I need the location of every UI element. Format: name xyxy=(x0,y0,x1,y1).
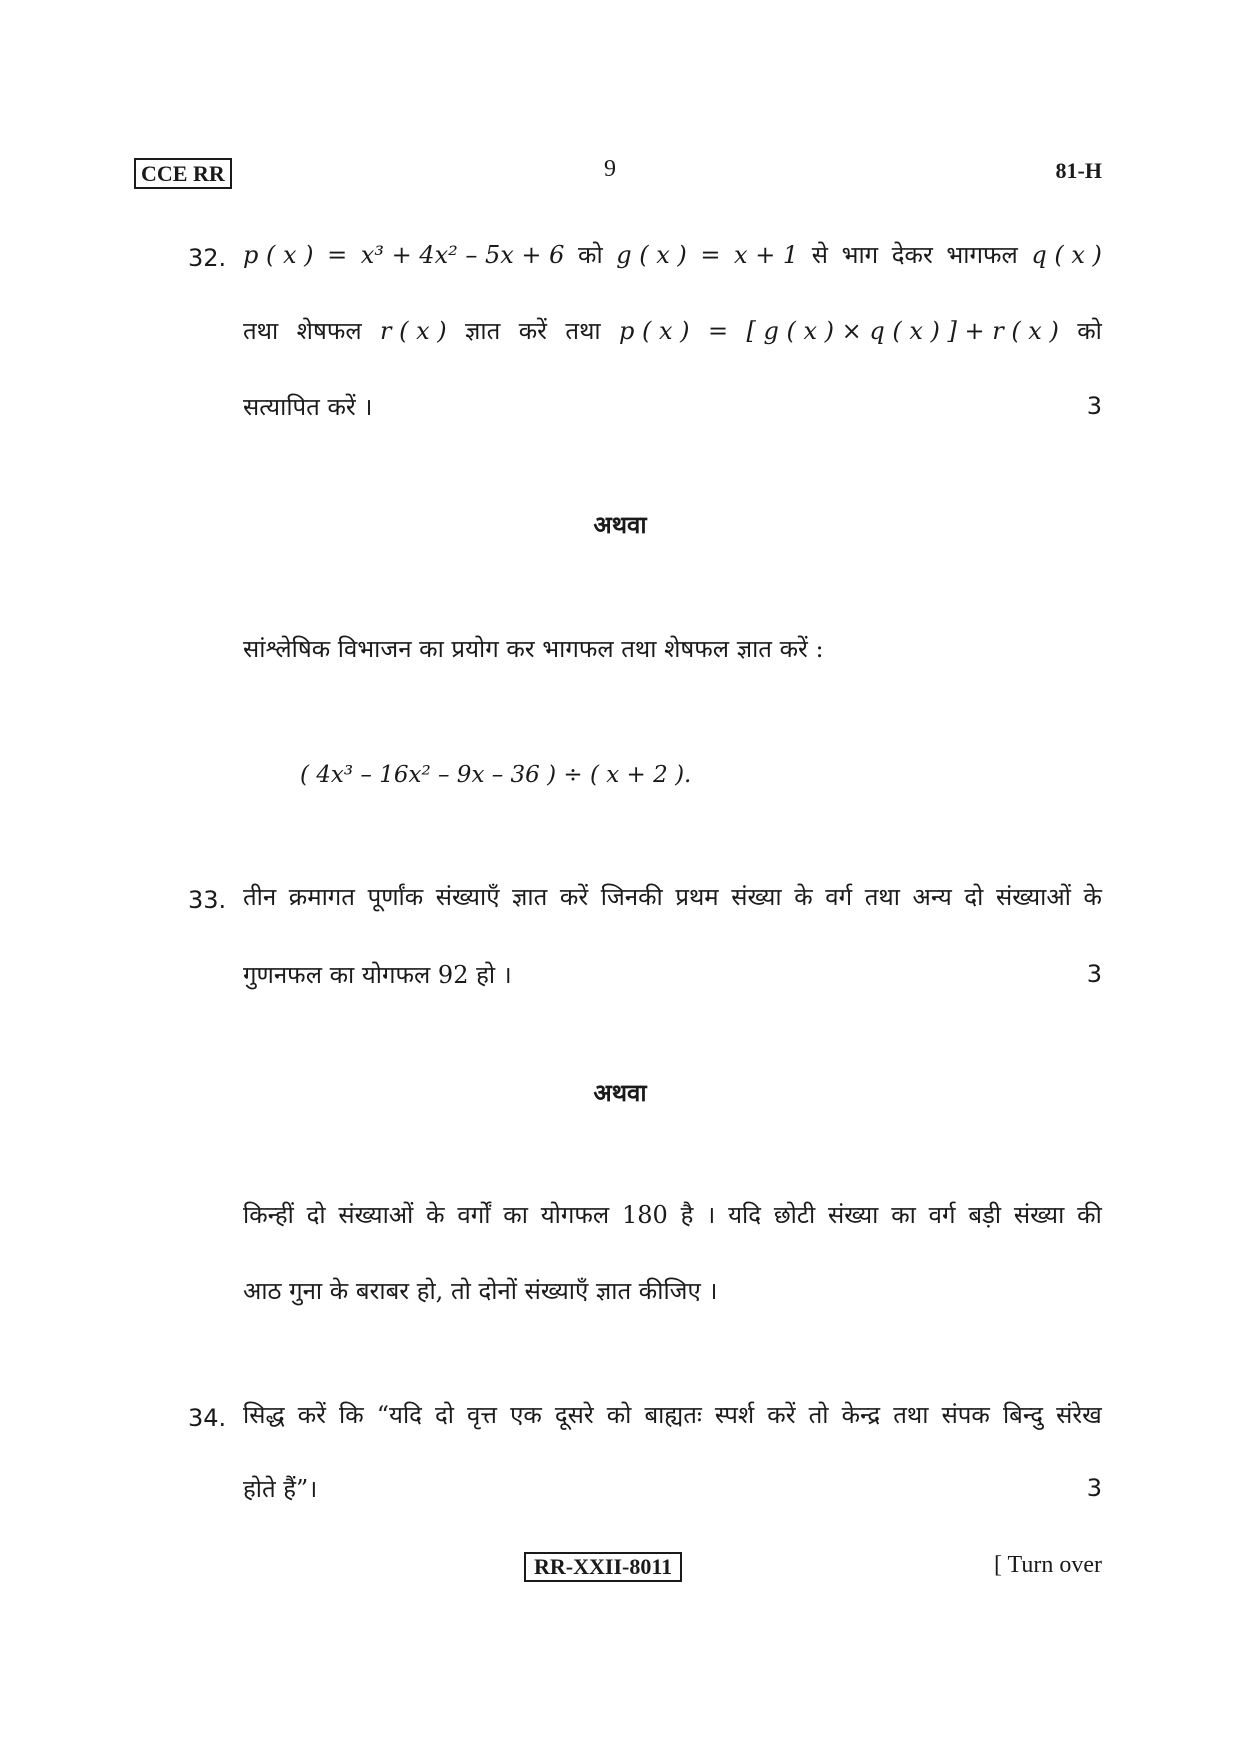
q32-token: ज्ञात xyxy=(465,317,501,345)
q32-token: p ( x ) xyxy=(619,317,690,345)
q33-token: ज्ञात xyxy=(512,883,548,911)
question-34-line-1 xyxy=(243,1398,1102,1432)
q32-token: x³ + 4x² – 5x + 6 xyxy=(360,241,565,269)
q34-token: कि xyxy=(339,1401,364,1429)
q34-token: वृत्त xyxy=(467,1401,497,1429)
q32-token: [ g ( x ) × q ( x ) ] + r ( x ) xyxy=(746,317,1059,345)
q32-token: देकर xyxy=(891,241,933,269)
q34-token: एक xyxy=(510,1401,542,1429)
q33-alt-token: है xyxy=(680,1201,694,1229)
q32-token: से xyxy=(811,241,829,269)
or-divider-32: अथवा xyxy=(593,510,647,539)
q34-token: बाह्यतः xyxy=(644,1401,702,1429)
q33-alt-token: की xyxy=(1077,1201,1102,1229)
q33-token: दो xyxy=(964,883,984,911)
q33-alt-token: वर्गों xyxy=(457,1201,491,1229)
q32-token: x + 1 xyxy=(734,241,799,269)
q33-token: क्रमागत xyxy=(288,883,355,911)
footer-code: RR-XXII-8011 xyxy=(524,1552,682,1582)
q32-token: = xyxy=(327,241,348,269)
q34-token: “यदि xyxy=(376,1401,422,1429)
q33-token: संख्या xyxy=(731,883,782,911)
q32-token: = xyxy=(707,317,729,345)
q33-token: संख्याएँ xyxy=(435,883,500,911)
q32-token: तथा xyxy=(565,317,601,345)
q32-token: q ( x ) xyxy=(1031,241,1102,269)
q34-token: तथा xyxy=(893,1401,929,1429)
q33-token: पूर्णांक xyxy=(367,883,424,911)
q33-alt-token: का xyxy=(891,1201,916,1229)
q33-token: संख्याओं xyxy=(995,883,1071,911)
or-divider-33: अथवा xyxy=(593,1078,647,1107)
q33-alt-token: योगफल xyxy=(540,1201,610,1229)
q34-token: बिन्दु xyxy=(1002,1401,1044,1429)
turn-over-label: [ Turn over xyxy=(993,1552,1102,1578)
q33-alt-token: संख्या xyxy=(1013,1201,1065,1229)
question-32-line-1 xyxy=(243,238,1102,272)
q33-token: के xyxy=(794,883,813,911)
q33-alt-token: किन्हीं xyxy=(243,1201,294,1229)
q32-token: p ( x ) xyxy=(243,241,314,269)
q34-token: दूसरे xyxy=(554,1401,594,1429)
q34-token: संरेख xyxy=(1056,1401,1102,1429)
q33-token: तथा xyxy=(864,883,900,911)
q32-token: तथा xyxy=(243,317,279,345)
q33-token: तीन xyxy=(243,883,277,911)
q33-alt-token: वर्ग xyxy=(928,1201,956,1229)
question-34-marks: 3 xyxy=(1086,1474,1102,1502)
q32-token: r ( x ) xyxy=(380,317,447,345)
question-32-marks: 3 xyxy=(1086,392,1102,420)
q34-token: को xyxy=(606,1401,632,1429)
q34-token: तो xyxy=(808,1401,829,1429)
q34-token: करें xyxy=(767,1401,796,1429)
q33-alt-token: 180 xyxy=(622,1201,668,1229)
q33-alt-token: संख्या xyxy=(827,1201,879,1229)
q33-token: प्रथम xyxy=(675,883,719,911)
question-33-number: 33. xyxy=(188,886,227,914)
q32-token: = xyxy=(700,241,721,269)
q34-token: संपक xyxy=(941,1401,990,1429)
q33-alt-token: संख्याओं xyxy=(338,1201,414,1229)
question-32-line-2 xyxy=(243,314,1102,348)
question-32-alt-line: सांश्लेषिक विभाजन का प्रयोग कर भागफल तथा शेषफल ज्ञात करें : xyxy=(243,635,824,663)
q33-alt-token: के xyxy=(426,1201,445,1229)
q33-alt-token: । xyxy=(706,1201,716,1229)
q32-token: को xyxy=(578,241,603,269)
q34-token: दो xyxy=(435,1401,454,1429)
header-left-code: CCE RR xyxy=(134,158,232,189)
question-33-line-2: गुणनफल का योगफल 92 हो । xyxy=(243,961,512,989)
q34-token: स्पर्श xyxy=(714,1401,755,1429)
q32-token: भागफल xyxy=(946,241,1018,269)
q34-token: सिद्ध xyxy=(243,1401,285,1429)
q33-alt-token: यदि xyxy=(728,1201,761,1229)
q34-token: करें xyxy=(297,1401,326,1429)
question-32-number: 32. xyxy=(188,244,227,272)
question-33-alt-line-1 xyxy=(243,1198,1102,1232)
question-33-alt-line-2: आठ गुना के बराबर हो, तो दोनों संख्याएँ ज्ञात कीजिए । xyxy=(243,1277,718,1305)
question-34-line-2: होते हैं”। xyxy=(243,1475,318,1503)
q34-token: केन्द्र xyxy=(841,1401,881,1429)
question-34-number: 34. xyxy=(188,1404,227,1432)
q33-alt-token: दो xyxy=(306,1201,326,1229)
question-33-marks: 3 xyxy=(1086,960,1102,988)
q33-token: करें xyxy=(559,883,589,911)
q32-token: भाग xyxy=(841,241,879,269)
header-right-code: 81-H xyxy=(1055,158,1102,183)
q33-token: अन्य xyxy=(912,883,952,911)
question-33-line-1 xyxy=(243,880,1102,914)
question-32-alt-equation: ( 4x³ – 16x² – 9x – 36 ) ÷ ( x + 2 ). xyxy=(300,762,692,788)
q33-alt-token: बड़ी xyxy=(968,1201,1002,1229)
question-32-line-3: सत्यापित करें । xyxy=(243,393,373,421)
q33-alt-token: का xyxy=(503,1201,528,1229)
page-number: 9 xyxy=(604,156,616,182)
q33-token: के xyxy=(1083,883,1102,911)
q32-token: को xyxy=(1077,317,1102,345)
q32-token: शेषफल xyxy=(296,317,362,345)
q33-alt-token: छोटी xyxy=(773,1201,816,1229)
q32-token: g ( x ) xyxy=(616,241,687,269)
q33-token: वर्ग xyxy=(825,883,853,911)
q33-token: जिनकी xyxy=(600,883,663,911)
q32-token: करें xyxy=(518,317,547,345)
